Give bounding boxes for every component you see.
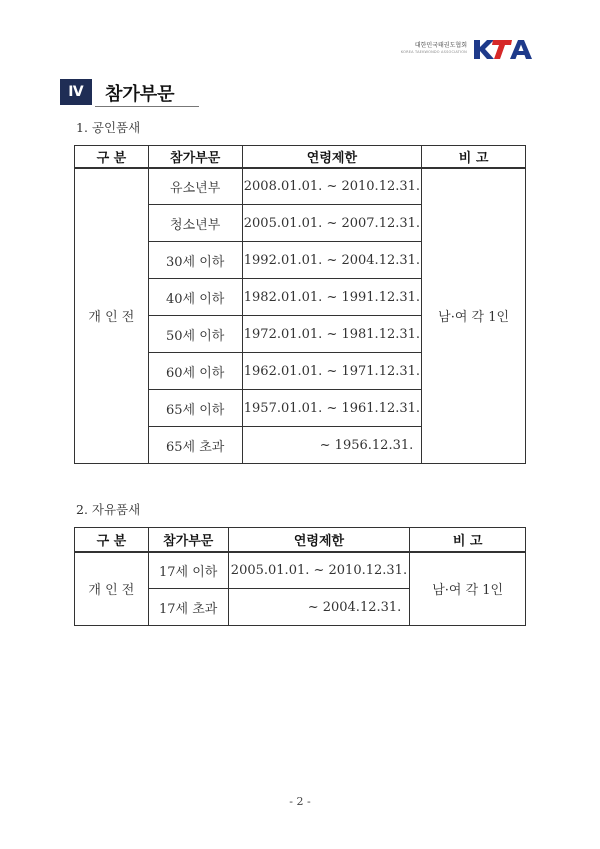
- logo-org-english: KOREA TAEKWONDO ASSOCIATION: [400, 50, 467, 55]
- page-number: - 2 -: [289, 795, 311, 808]
- division-cell: 40세 이하: [148, 279, 242, 316]
- table1-subtitle: 1. 공인품새: [76, 120, 141, 135]
- age-range-cell: 1992.01.01. ~ 2004.12.31.: [242, 242, 422, 279]
- table-row: [75, 552, 526, 589]
- section-heading: [60, 79, 175, 105]
- table-header-row: [75, 528, 526, 552]
- kta-logo: [401, 36, 534, 62]
- header-age-limit: 연령제한: [242, 146, 422, 168]
- header-age-limit: 연령제한: [228, 528, 410, 552]
- division-cell: 청소년부: [148, 205, 242, 242]
- age-range-cell: ~ 1956.12.31.: [242, 427, 422, 464]
- header-remarks: 비 고: [410, 528, 526, 552]
- remarks-cell: 남·여 각 1인: [410, 552, 526, 626]
- table-header-row: [75, 146, 526, 168]
- logo-org-korean: 대한민국태권도협회: [414, 42, 467, 50]
- header-category: 구 분: [75, 146, 149, 168]
- header-division: 참가부문: [148, 146, 242, 168]
- age-range-cell: ~ 2004.12.31.: [228, 589, 410, 626]
- age-range-cell: 2005.01.01. ~ 2010.12.31.: [228, 552, 410, 589]
- division-cell: 60세 이하: [148, 353, 242, 390]
- age-range-cell: 2005.01.01. ~ 2007.12.31.: [242, 205, 422, 242]
- division-cell: 17세 이하: [148, 552, 228, 589]
- division-cell: 유소년부: [148, 168, 242, 205]
- division-cell: 65세 초과: [148, 427, 242, 464]
- header-remarks: 비 고: [422, 146, 526, 168]
- section-number: Ⅳ: [60, 79, 92, 105]
- official-poomsae-table: [74, 145, 526, 464]
- age-range-cell: 1982.01.01. ~ 1991.12.31.: [242, 279, 422, 316]
- group-cell: 개 인 전: [75, 168, 149, 464]
- section-title: 참가부문: [105, 84, 175, 105]
- age-range-cell: 1972.01.01. ~ 1981.12.31.: [242, 316, 422, 353]
- freestyle-poomsae-table: [74, 527, 526, 626]
- division-cell: 30세 이하: [148, 242, 242, 279]
- table2-subtitle: 2. 자유품새: [76, 502, 141, 517]
- division-cell: 17세 초과: [148, 589, 228, 626]
- age-range-cell: 1957.01.01. ~ 1961.12.31.: [242, 390, 422, 427]
- section-underline: [95, 106, 199, 107]
- age-range-cell: 1962.01.01. ~ 1971.12.31.: [242, 353, 422, 390]
- age-range-cell: 2008.01.01. ~ 2010.12.31.: [242, 168, 422, 205]
- remarks-cell: 남·여 각 1인: [422, 168, 526, 464]
- group-cell: 개 인 전: [75, 552, 149, 626]
- division-cell: 50세 이하: [148, 316, 242, 353]
- table-row: [75, 168, 526, 205]
- header-division: 참가부문: [148, 528, 228, 552]
- division-cell: 65세 이하: [148, 390, 242, 427]
- kta-logo-mark-icon: [472, 37, 534, 61]
- header-category: 구 분: [75, 528, 149, 552]
